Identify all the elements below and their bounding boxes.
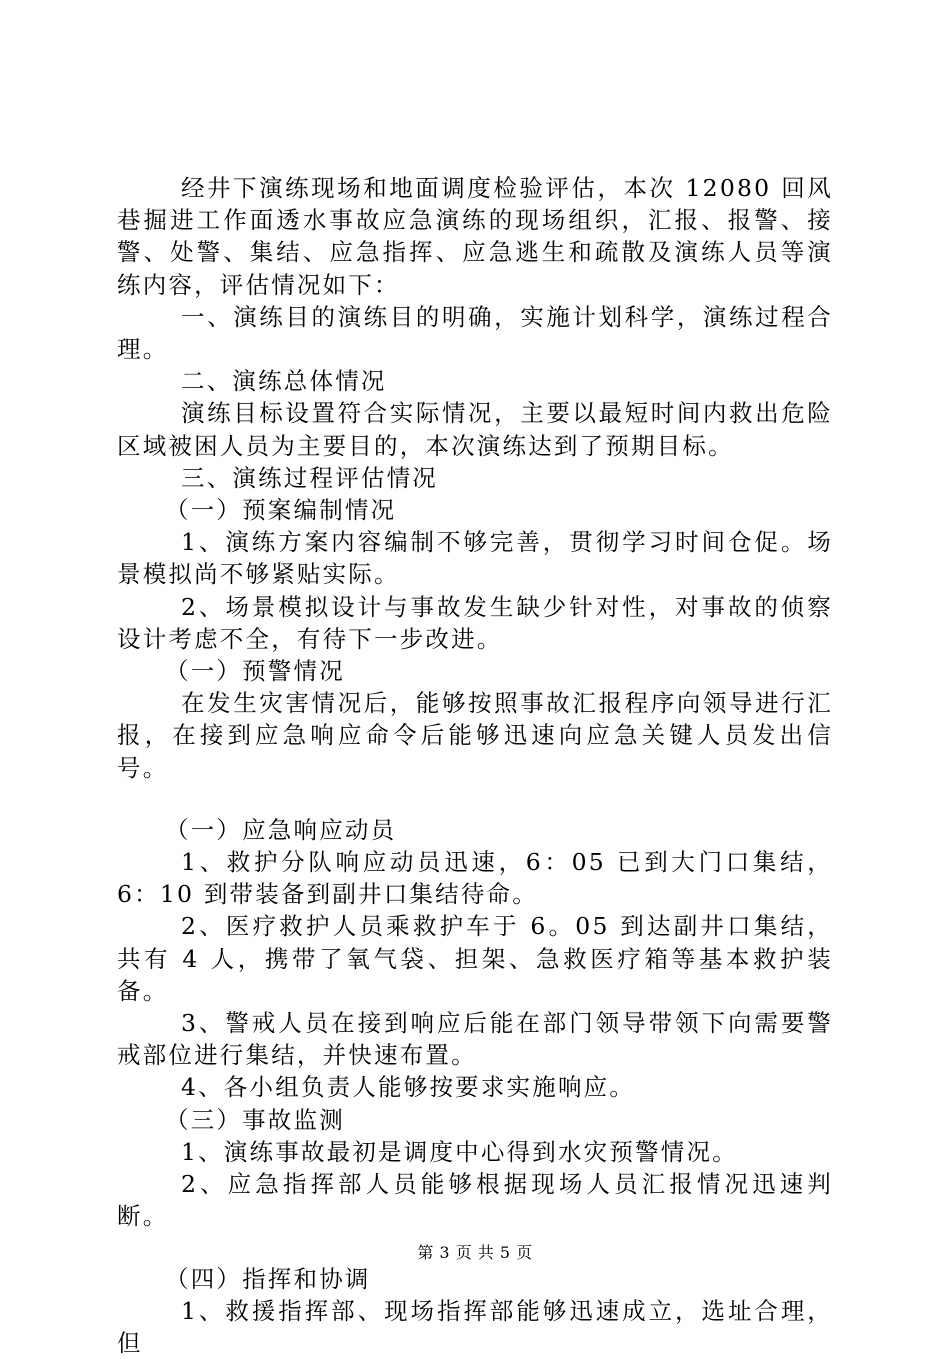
list-item-response-2: 2、医疗救护人员乘救护车于 6。05 到达副井口集结，共有 4 人，携带了氧气袋、担架、急救医疗箱等基本救护装备。 <box>117 912 833 1005</box>
page-number-footer: 第 3 页 共 5 页 <box>417 1243 533 1262</box>
paragraph-overall: 演练目标设置符合实际情况，主要以最短时间内救出危险区域被困人员为主要目的，本次演练达到了预期目标。 <box>117 399 833 460</box>
paragraph-intro: 经井下演练现场和地面调度检验评估，本次 12080 回风巷掘进工作面透水事故应急演练的现场组织，汇报、报警、接警、处警、集结、应急指挥、应急逃生和疏散及演练人员等演练内容，评估情况如下： <box>117 174 833 299</box>
section-heading-process: 三、演练过程评估情况 <box>181 463 438 492</box>
section-heading-purpose: 一、演练目的演练目的明确，实施计划科学，演练过程合理。 <box>117 302 833 364</box>
section-heading-overall: 二、演练总体情况 <box>181 367 387 396</box>
subsection-heading-plan: （一）预案编制情况 <box>165 496 397 525</box>
list-item-plan-2: 2、场景模拟设计与事故发生缺少针对性，对事故的侦察设计考虑不全，有待下一步改进。 <box>117 592 833 653</box>
document-body <box>117 172 833 1359</box>
subsection-heading-command: （四）指挥和协调 <box>165 1264 371 1293</box>
blank-line <box>117 784 833 814</box>
subsection-heading-monitoring: （三）事故监测 <box>165 1105 345 1134</box>
list-item-plan-1: 1、演练方案内容编制不够完善，贯彻学习时间仓促。场景模拟尚不够紧贴实际。 <box>117 528 833 589</box>
list-item-monitoring-1: 1、演练事故最初是调度中心得到水灾预警情况。 <box>181 1137 738 1166</box>
subsection-heading-warning: （一）预警情况 <box>165 657 345 686</box>
list-item-response-3: 3、警戒人员在接到响应后能在部门领导带领下向需要警戒部位进行集结，并快速布置。 <box>117 1009 833 1070</box>
list-item-command-1: 1、救援指挥部、现场指挥部能够迅速成立，选址合理，但 <box>117 1296 833 1357</box>
list-item-response-4: 4、各小组负责人能够按要求实施响应。 <box>181 1073 636 1102</box>
subsection-heading-response: （一）应急响应动员 <box>165 815 397 844</box>
list-item-response-1: 1、救护分队响应动员迅速，6：05 已到大门口集结，6：10 到带装备到副井口集结待命。 <box>117 848 833 909</box>
list-item-monitoring-2: 2、应急指挥部人员能够根据现场人员汇报情况迅速判断。 <box>117 1170 833 1231</box>
paragraph-warning: 在发生灾害情况后，能够按照事故汇报程序向领导进行汇报，在接到应急响应命令后能够迅速向应急关键人员发出信号。 <box>117 689 833 782</box>
